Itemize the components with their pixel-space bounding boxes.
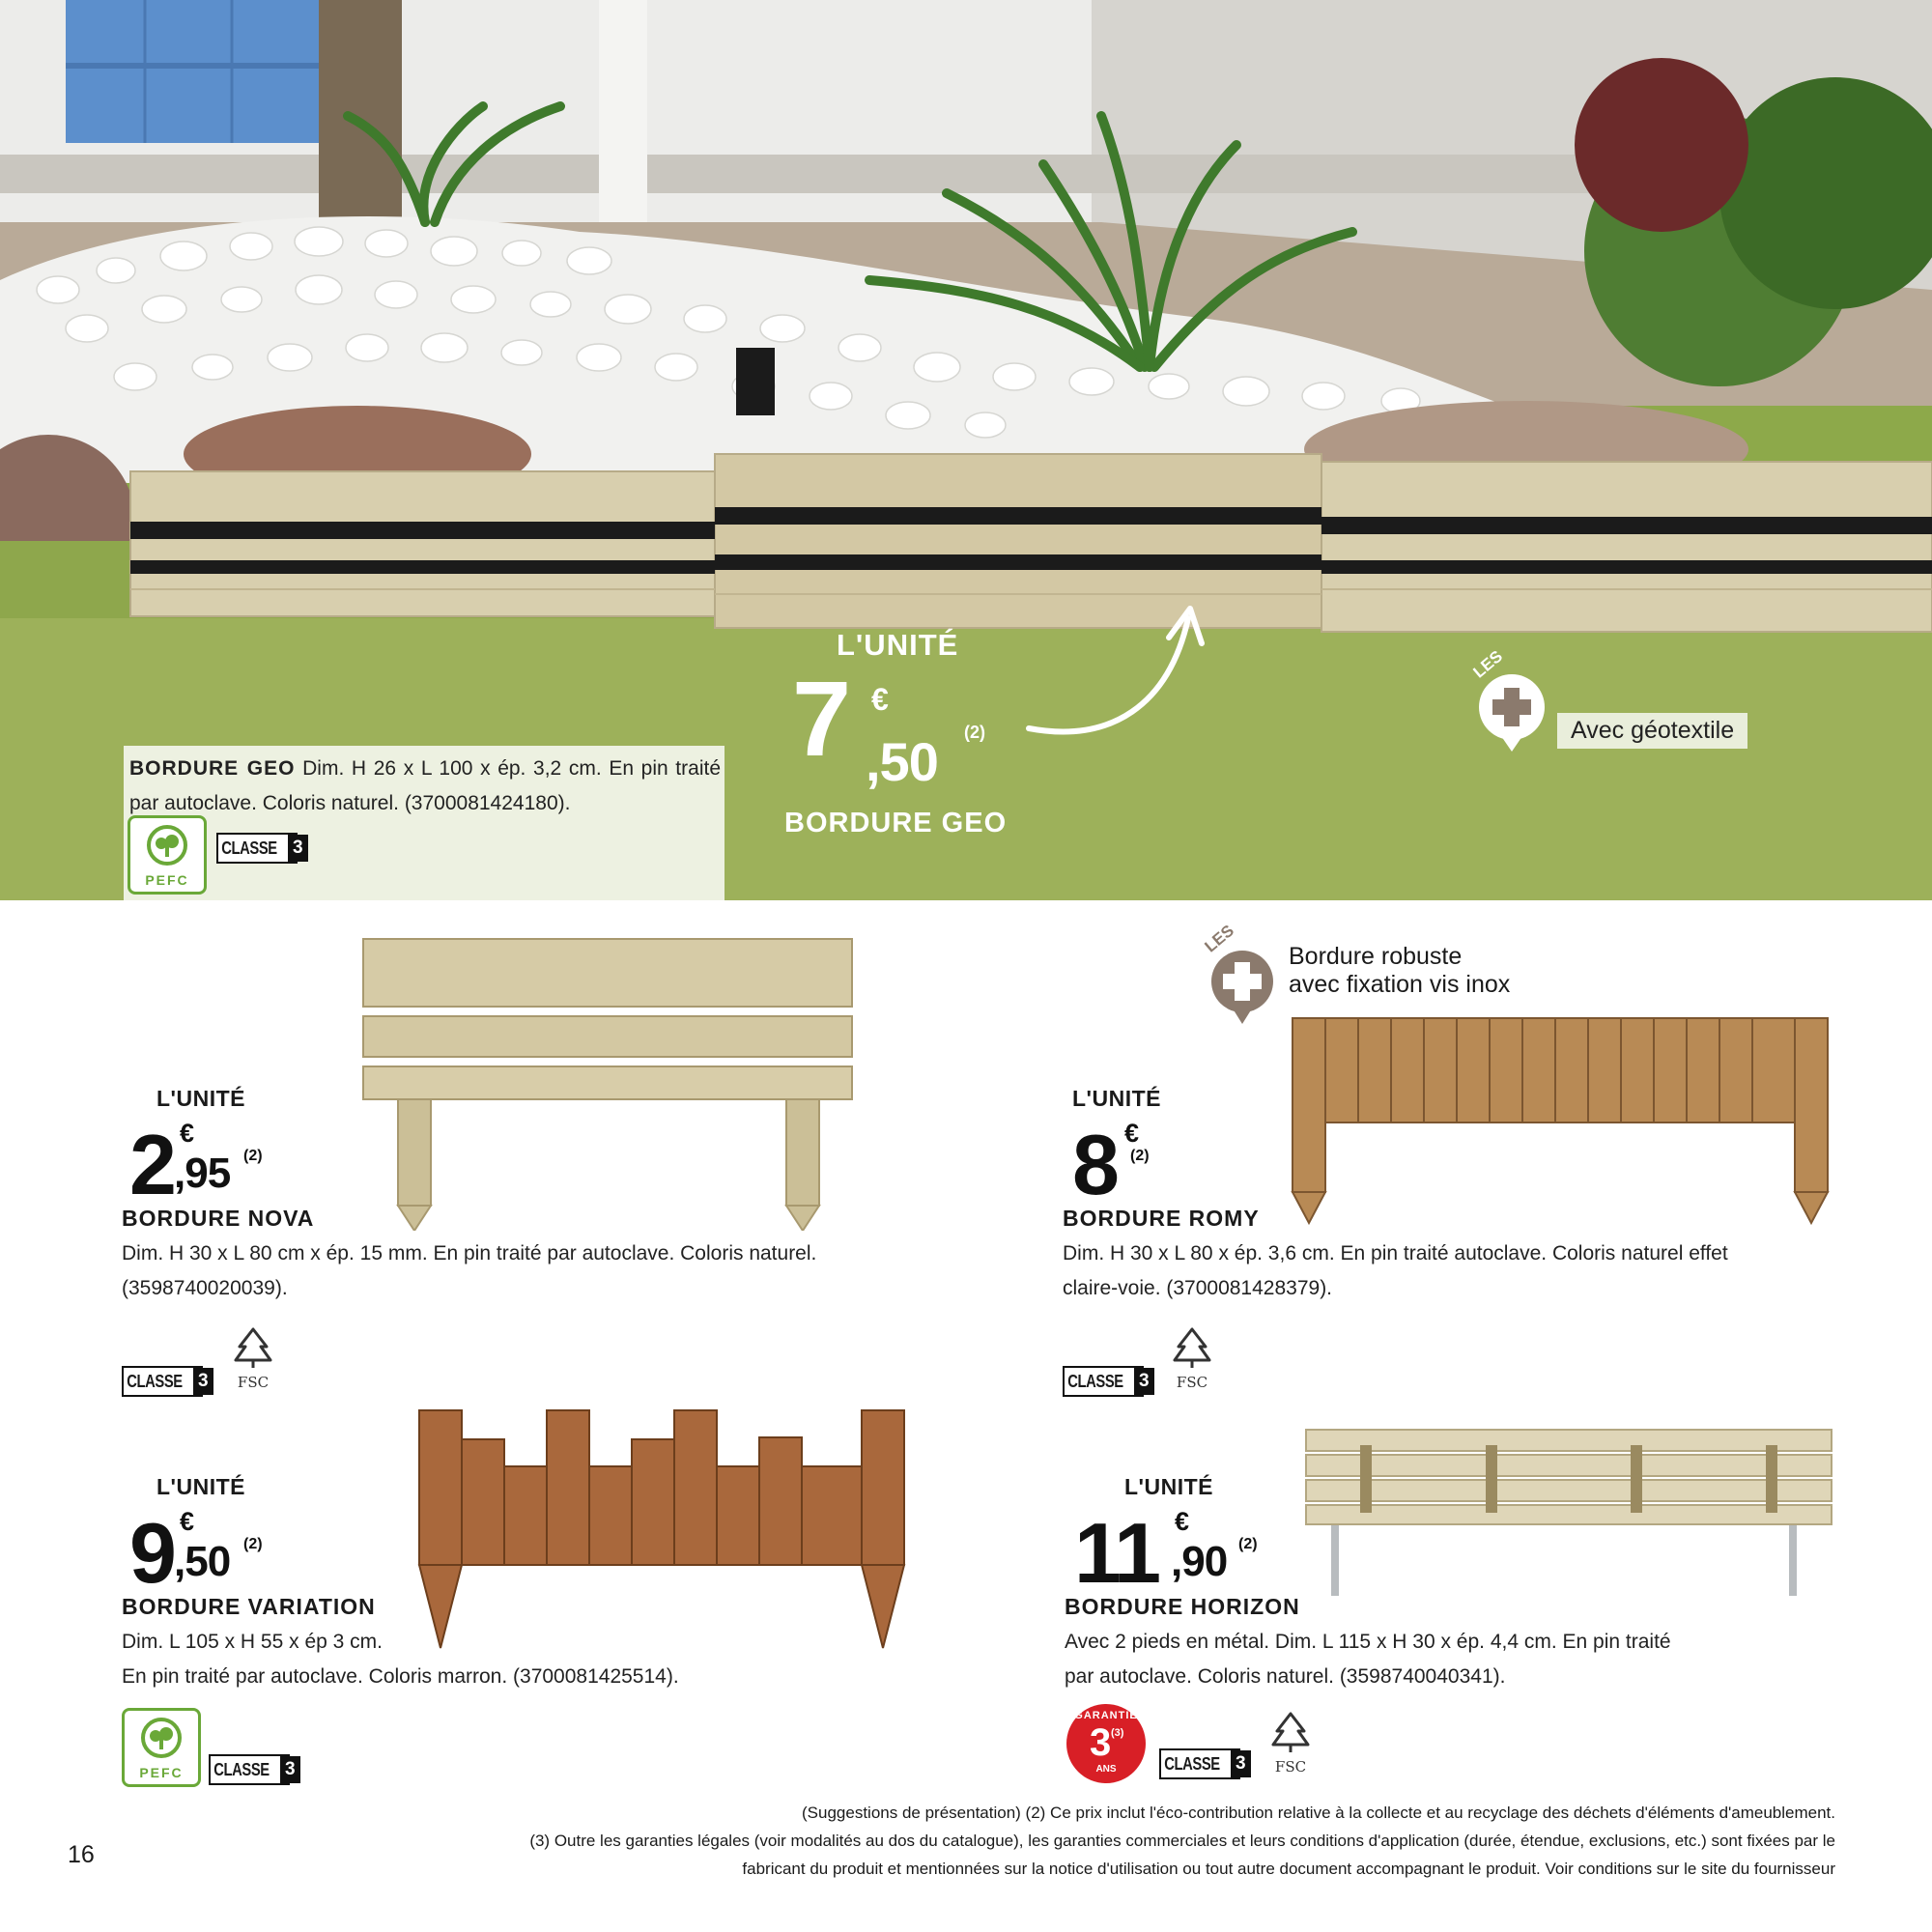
nova-description [122,1236,816,1306]
classe-number: 3 [1134,1368,1154,1395]
page-number: 16 [68,1841,95,1868]
plus-badge-text: LES [1469,646,1506,682]
classe-number: 3 [280,1756,300,1783]
nova-price-currency: € [180,1119,195,1148]
plus-feature-label: Avec géotextile [1557,713,1747,749]
fsc-label: FSC [1274,1758,1307,1776]
horizon-product-name: BORDURE HORIZON [1065,1594,1300,1619]
guarantee-years: 3 [1090,1721,1112,1764]
variation-price-note: (2) [243,1536,263,1552]
horizon-price-integer: 11 [1074,1505,1159,1601]
hero-description-box [124,746,724,900]
fsc-icon [1262,1710,1320,1776]
nova-product-name: BORDURE NOVA [122,1206,315,1231]
classe-number: 3 [288,835,308,862]
variation-description-line: En pin traité par autoclave. Coloris marron. (3700081425514). [122,1665,679,1688]
pefc-label: PEFC [139,1765,184,1780]
romy-description-line: Dim. H 30 x L 80 x ép. 3,6 cm. En pin traité autoclave. Coloris naturel effet [1063,1242,1728,1264]
classe-label: CLASSE [221,838,277,858]
fsc-label: FSC [237,1374,270,1391]
plus-badge-icon [1201,921,1289,1024]
classe-label: CLASSE [127,1372,183,1391]
romy-plus-line: Bordure robuste [1289,943,1463,970]
nova-price-note: (2) [243,1148,263,1164]
bordure-variation-photo [415,1408,908,1650]
classe-badge [209,1754,296,1785]
nova-unit-label: L'UNITÉ [156,1086,246,1111]
romy-product-name: BORDURE ROMY [1063,1206,1260,1231]
horizon-price-currency: € [1175,1507,1190,1536]
classe-badge [1159,1748,1246,1779]
bordure-nova-photo [359,935,856,1231]
variation-product-name: BORDURE VARIATION [122,1594,376,1619]
plus-badge-text: LES [1201,921,1237,956]
romy-description [1063,1236,1728,1306]
hero-description-name: BORDURE GEO [129,757,296,780]
hero-product-name: BORDURE GEO [784,808,1008,838]
horizon-description [1065,1625,1671,1694]
pefc-icon [128,815,207,895]
footnote-line: fabricant du produit et mentionnées sur la notice d'utilisation ou tout autre document accompagnant le produit. Voir conditions sur le site du fournisseur [742,1860,1835,1878]
classe-label: CLASSE [213,1760,270,1779]
guarantee-note: (3) [1111,1727,1124,1739]
pefc-label: PEFC [145,872,189,888]
romy-unit-label: L'UNITÉ [1072,1086,1162,1111]
variation-unit-label: L'UNITÉ [156,1474,246,1499]
variation-description-line: Dim. L 105 x H 55 x ép 3 cm. [122,1631,383,1653]
romy-price-currency: € [1124,1119,1140,1148]
guarantee-top-text: GARANTIE [1074,1710,1138,1721]
footnotes [328,1799,1835,1883]
fsc-icon [224,1325,282,1391]
horizon-description-line: par autoclave. Coloris naturel. (3598740040341). [1065,1665,1506,1688]
guarantee-badge-icon [1066,1704,1146,1783]
romy-plus-feature [1289,943,1510,999]
nova-description-line: (3598740020039). [122,1277,288,1299]
fsc-label: FSC [1176,1374,1208,1391]
hero-unit-label: L'UNITÉ [837,628,959,662]
footnote-line: (Suggestions de présentation) (2) Ce prix inclut l'éco-contribution relative à la collecte et au recyclage des déchets d'éléments d'ameublement. [802,1804,1835,1822]
classe-number: 3 [1231,1750,1251,1777]
bordure-romy-photo [1289,1016,1832,1225]
romy-price-note: (2) [1130,1148,1150,1164]
pefc-icon [122,1708,201,1787]
classe-badge [1063,1366,1150,1397]
hero-price-note: (2) [964,723,985,742]
horizon-unit-label: L'UNITÉ [1124,1474,1214,1499]
variation-price-currency: € [180,1507,195,1536]
variation-price-integer: 9 [129,1505,174,1601]
hero-description-text: Dim. H 26 x L 100 x ép. 3,2 cm. En pin traité par autoclave. Coloris naturel. (3700081424180). [129,757,721,814]
hero-price-currency: € [871,682,889,717]
romy-plus-line: avec fixation vis inox [1289,971,1511,998]
classe-label: CLASSE [1164,1754,1220,1774]
guarantee-bottom-text: ANS [1095,1764,1117,1775]
romy-description-line: claire-voie. (3700081428379). [1063,1277,1333,1299]
classe-badge [216,833,303,864]
hero-description [129,752,721,821]
curved-arrow-icon [1024,599,1208,744]
nova-description-line: Dim. H 30 x L 80 cm x ép. 15 mm. En pin traité par autoclave. Coloris naturel. [122,1242,817,1264]
horizon-price-note: (2) [1238,1536,1258,1552]
hero-price-decimals: ,50 [866,731,938,792]
variation-description [122,1625,679,1694]
classe-label: CLASSE [1067,1372,1123,1391]
bordure-horizon-photo [1302,1426,1835,1598]
footnote-line: (3) Outre les garanties légales (voir modalités au dos du catalogue), les garanties commerciales et leurs conditions d'application (durée, étendue, exclusions, etc.) sont fixées par le [529,1832,1835,1850]
nova-price-integer: 2 [129,1117,174,1212]
hero-photo [0,0,1932,900]
classe-badge [122,1366,209,1397]
nova-price-decimals: ,95 [174,1150,231,1197]
horizon-description-line: Avec 2 pieds en métal. Dim. L 115 x H 30 x ép. 4,4 cm. En pin traité [1065,1631,1671,1653]
horizon-price-decimals: ,90 [1171,1538,1228,1585]
plus-badge-icon [1468,646,1555,753]
romy-price-integer: 8 [1072,1117,1117,1212]
variation-price-decimals: ,50 [174,1538,231,1585]
fsc-icon [1163,1325,1221,1391]
hero-price-integer: 7 [792,660,848,779]
classe-number: 3 [193,1368,213,1395]
